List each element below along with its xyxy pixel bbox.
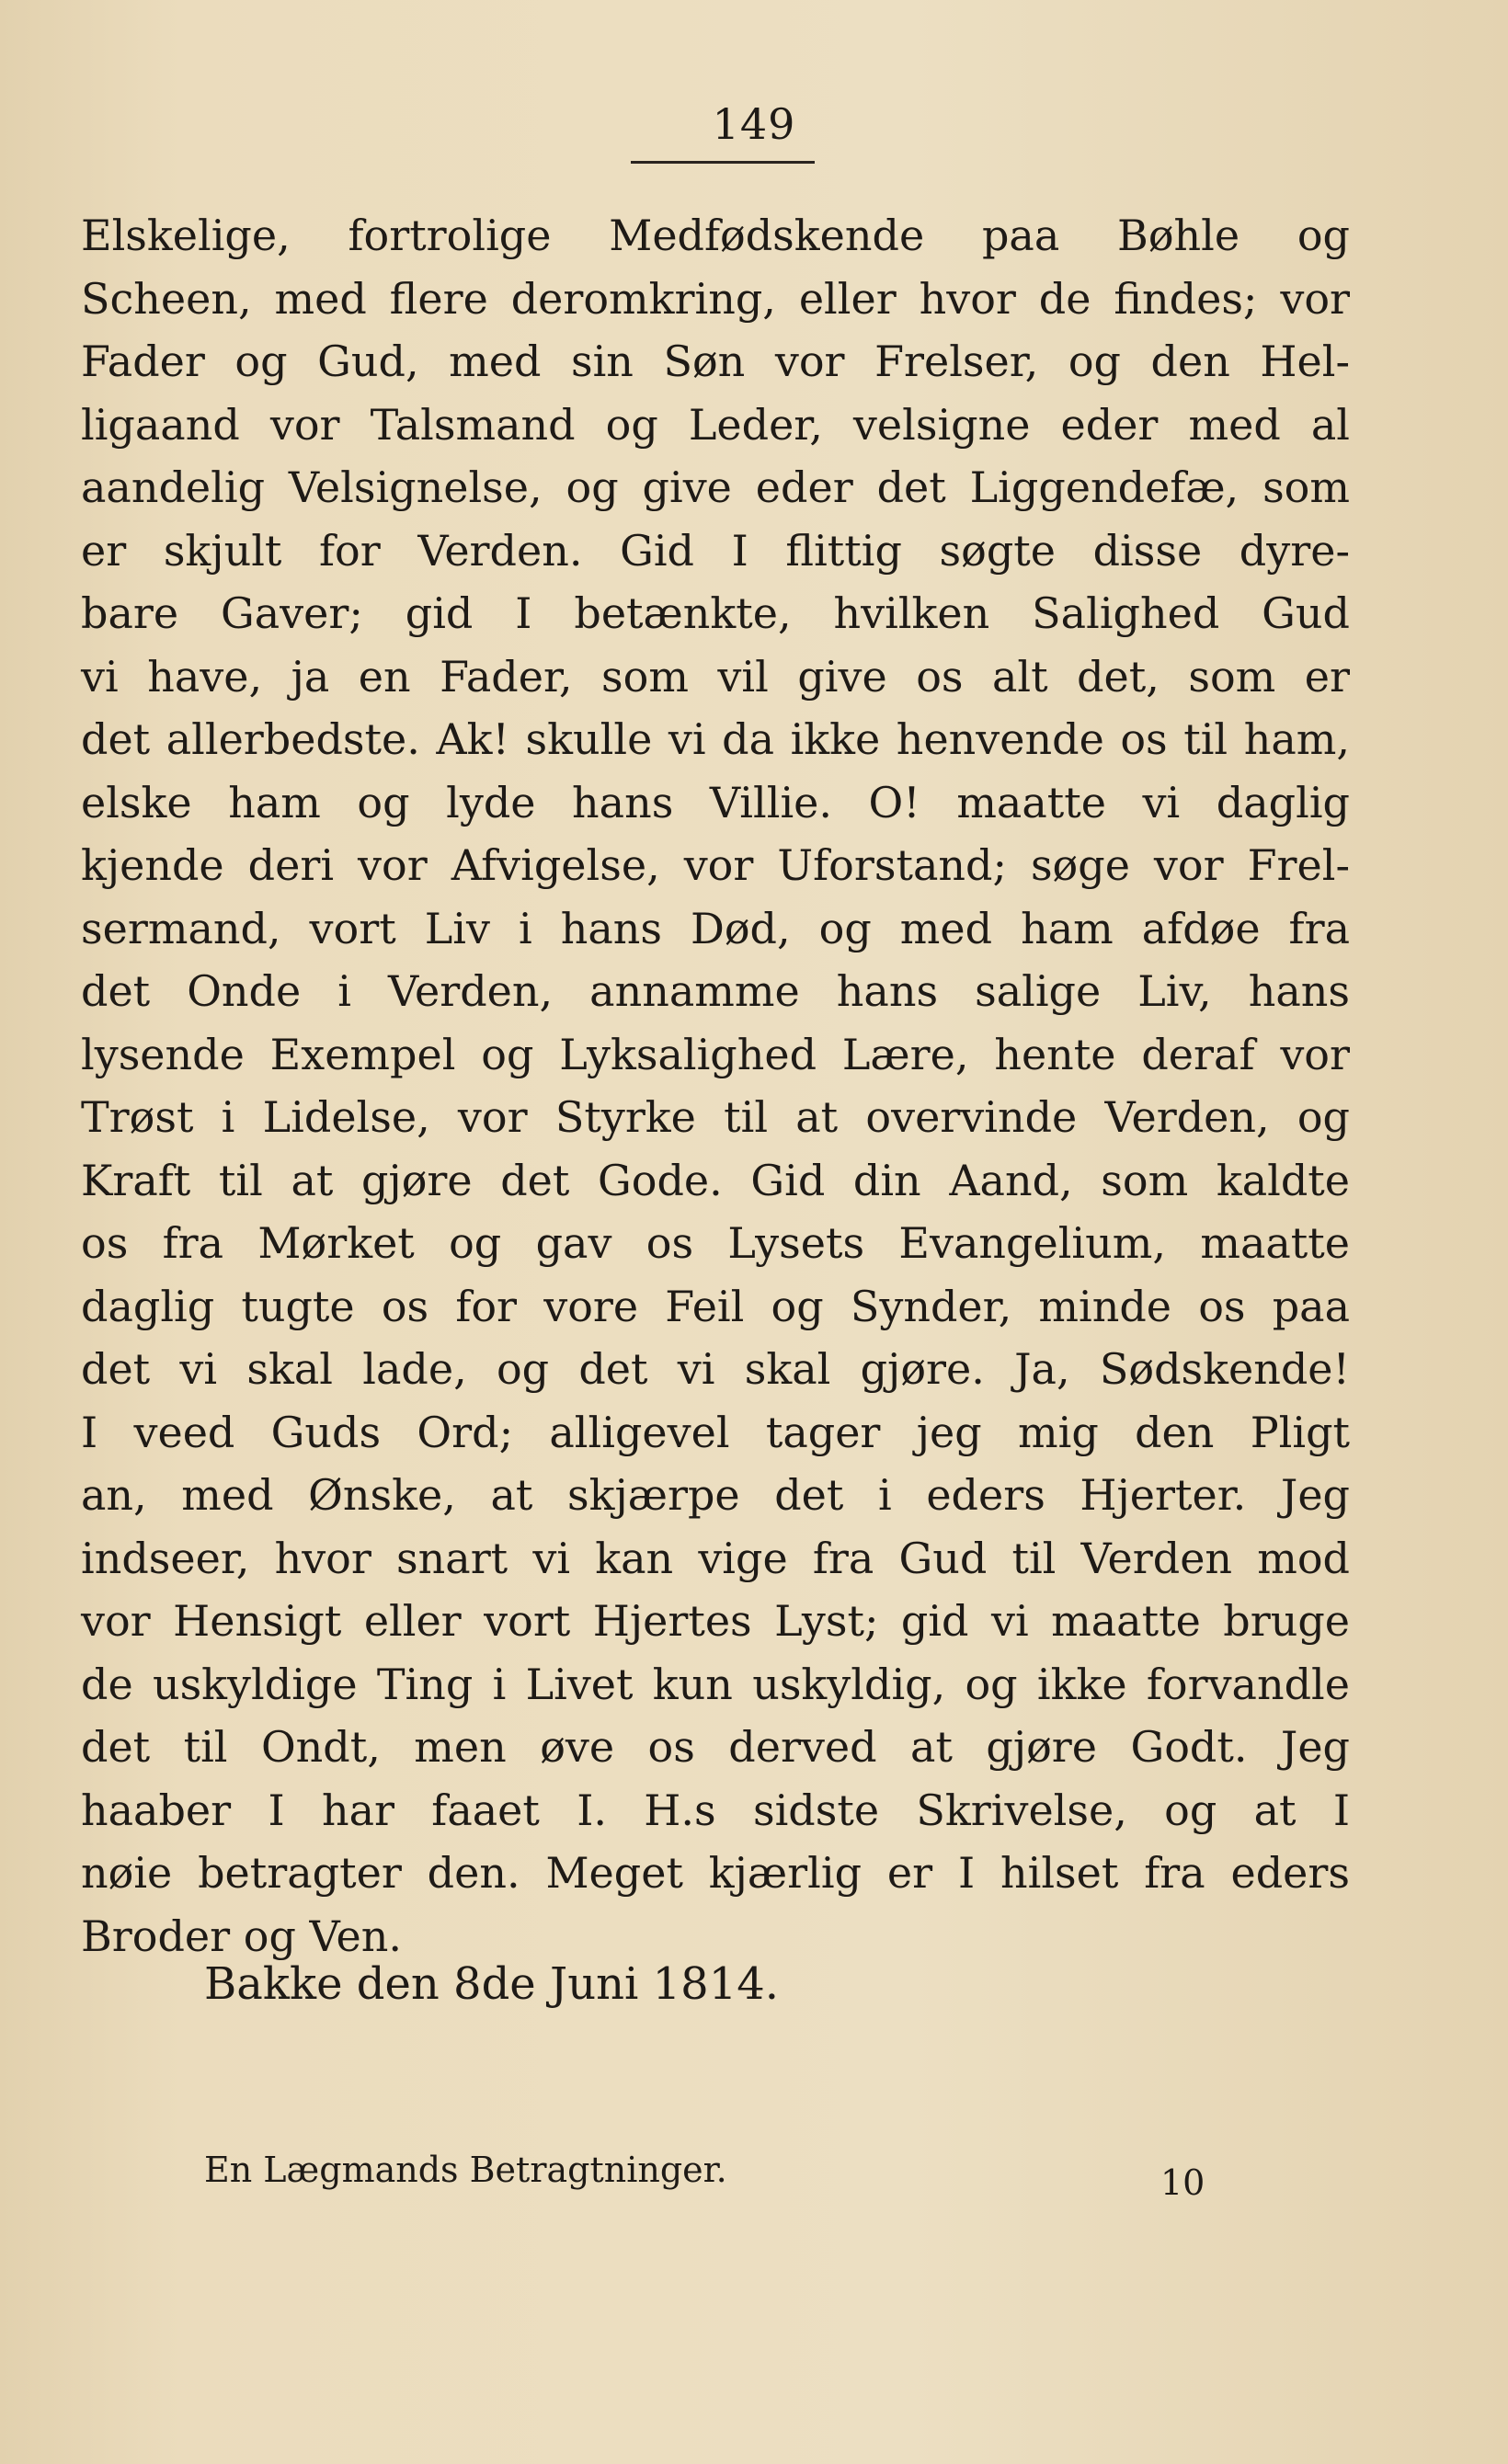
- text-line: elske ham og lyde hans Villie. O! maatte vi daglig: [81, 777, 1350, 827]
- signature-mark: 10: [1160, 2162, 1205, 2203]
- footer-title: En Lægmands Betragtninger.: [204, 2150, 727, 2190]
- text-line: lysende Exempel og Lyksalighed Lære, hente deraf vor: [81, 1029, 1350, 1079]
- text-line: Scheen, med flere deromkring, eller hvor de findes; vor: [81, 273, 1350, 324]
- text-line: kjende deri vor Afvigelse, vor Uforstand; søge vor Frel-: [81, 840, 1350, 890]
- text-line: indseer, hvor snart vi kan vige fra Gud til Verden mod: [81, 1533, 1350, 1583]
- text-line: det vi skal lade, og det vi skal gjøre. Ja, Sødskende!: [81, 1344, 1350, 1394]
- text-line: an, med Ønske, at skjærpe det i eders Hjerter. Jeg: [81, 1470, 1350, 1520]
- text-line: det allerbedste. Ak! skulle vi da ikke henvende os til ham,: [81, 714, 1350, 764]
- text-line: daglig tugte os for vore Feil og Synder, minde os paa: [81, 1281, 1350, 1331]
- text-line: Elskelige, fortrolige Medfødskende paa Bøhle og: [81, 211, 1350, 260]
- text-line: det til Ondt, men øve os derved at gjøre Godt. Jeg: [81, 1722, 1350, 1772]
- text-line: Kraft til at gjøre det Gode. Gid din Aand, som kaldte: [81, 1155, 1350, 1205]
- text-line: vor Hensigt eller vort Hjertes Lyst; gid vi maatte bruge: [81, 1596, 1350, 1646]
- text-line: aandelig Velsignelse, og give eder det Liggendefæ, som: [81, 462, 1350, 512]
- text-line: sermand, vort Liv i hans Død, og med ham afdøe fra: [81, 903, 1350, 953]
- page-number: 149: [712, 99, 796, 149]
- letter-body: [81, 204, 1350, 1968]
- text-line: Fader og Gud, med sin Søn vor Frelser, og den Hel-: [81, 337, 1350, 386]
- text-line: I veed Guds Ord; alligevel tager jeg mig den Pligt: [81, 1407, 1350, 1457]
- text-line: de uskyldige Ting i Livet kun uskyldig, og ikke forvandle: [81, 1659, 1350, 1709]
- date-line: Bakke den 8de Juni 1814.: [204, 1958, 780, 2010]
- text-line: ligaand vor Talsmand og Leder, velsigne eder med al: [81, 399, 1350, 450]
- text-line: Trøst i Lidelse, vor Styrke til at overvinde Verden, og: [81, 1092, 1350, 1142]
- text-line: er skjult for Verden. Gid I flittig søgte disse dyre-: [81, 525, 1350, 576]
- header-rule: [631, 161, 815, 164]
- text-line: os fra Mørket og gav os Lysets Evangelium, maatte: [81, 1218, 1350, 1268]
- text-line: haaber I har faaet I. H.s sidste Skrivelse, og at I: [81, 1785, 1350, 1835]
- text-line: bare Gaver; gid I betænkte, hvilken Salighed Gud: [81, 588, 1350, 638]
- text-line: Broder og Ven.: [81, 1911, 402, 1961]
- text-line: nøie betragter den. Meget kjærlig er I hilset fra eders: [81, 1848, 1350, 1898]
- text-line: vi have, ja en Fader, som vil give os alt det, som er: [81, 651, 1350, 702]
- text-line: det Onde i Verden, annamme hans salige Liv, hans: [81, 966, 1350, 1016]
